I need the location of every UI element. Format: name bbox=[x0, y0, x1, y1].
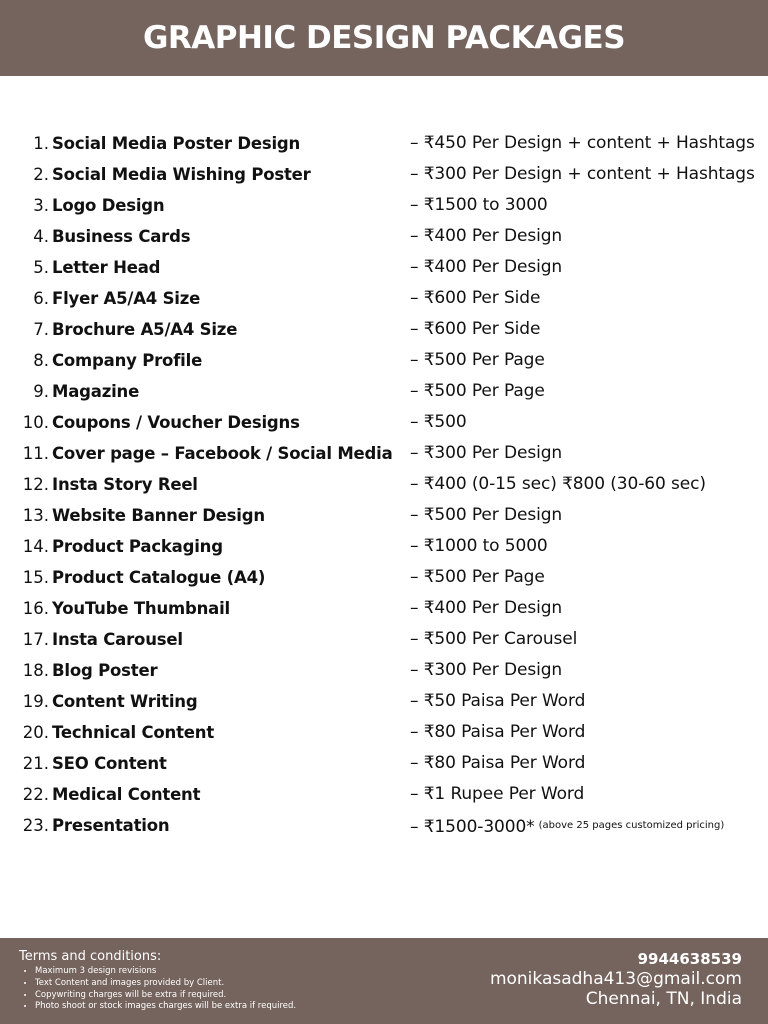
list-item bbox=[0, 345, 768, 376]
item-number: 22. bbox=[22, 785, 49, 804]
item-name: Blog Poster bbox=[52, 661, 158, 680]
item-number: 10. bbox=[22, 413, 49, 432]
item-number: 8. bbox=[33, 351, 49, 370]
item-price-text: – ₹500 Per Page bbox=[410, 350, 545, 370]
list-item bbox=[0, 407, 768, 438]
item-number: 2. bbox=[33, 165, 49, 184]
item-name: Cover page – Facebook / Social Media bbox=[52, 444, 393, 463]
item-price bbox=[410, 655, 562, 686]
item-price bbox=[410, 624, 577, 655]
item-price bbox=[410, 376, 545, 407]
item-price-text: – ₹400 Per Design bbox=[410, 598, 563, 618]
item-price bbox=[410, 190, 548, 221]
item-price-text: – ₹50 Paisa Per Word bbox=[410, 691, 586, 711]
item-price-text: – ₹500 Per Carousel bbox=[410, 629, 578, 649]
item-price-text: – ₹400 Per Design bbox=[410, 257, 563, 277]
item-price bbox=[410, 407, 467, 438]
list-item bbox=[0, 779, 768, 810]
item-name: Insta Carousel bbox=[52, 630, 183, 649]
contact-email[interactable]: monikasadha413@gmail.com bbox=[489, 969, 742, 989]
list-item bbox=[0, 252, 768, 283]
item-price bbox=[410, 593, 562, 624]
item-price bbox=[410, 221, 562, 252]
item-price-text: – ₹450 Per Design + content + Hashtags bbox=[410, 133, 755, 153]
item-number: 7. bbox=[33, 320, 49, 339]
item-number: 9. bbox=[33, 382, 49, 401]
item-name: Brochure A5/A4 Size bbox=[52, 320, 238, 339]
item-price-text: – ₹500 bbox=[410, 412, 467, 432]
item-price-text: – ₹1500 to 3000 bbox=[410, 195, 548, 215]
item-price-text: – ₹80 Paisa Per Word bbox=[410, 722, 586, 742]
item-name: SEO Content bbox=[52, 754, 167, 773]
item-price-text: – ₹500 Per Design bbox=[410, 505, 563, 525]
item-number: 17. bbox=[22, 630, 49, 649]
item-name: Letter Head bbox=[52, 258, 161, 277]
item-name: Product Packaging bbox=[52, 537, 223, 556]
item-name: Content Writing bbox=[52, 692, 198, 711]
item-number: 14. bbox=[22, 537, 49, 556]
item-number: 21. bbox=[22, 754, 49, 773]
item-price-text: – ₹400 (0-15 sec) ₹800 (30-60 sec) bbox=[410, 474, 706, 494]
list-item bbox=[0, 283, 768, 314]
terms-title: Terms and conditions: bbox=[19, 949, 162, 964]
item-number: 23. bbox=[22, 816, 49, 835]
item-price-note: (above 25 pages customized pricing) bbox=[538, 820, 725, 831]
item-name: Insta Story Reel bbox=[52, 475, 198, 494]
item-name: Social Media Poster Design bbox=[52, 134, 301, 153]
list-item bbox=[0, 438, 768, 469]
item-price-text: – ₹600 Per Side bbox=[410, 319, 541, 339]
item-price bbox=[410, 717, 585, 748]
contact-phone[interactable]: 9944638539 bbox=[637, 950, 742, 968]
item-name: Product Catalogue (A4) bbox=[52, 568, 266, 587]
list-item bbox=[0, 190, 768, 221]
item-price bbox=[410, 252, 562, 283]
item-number: 19. bbox=[22, 692, 49, 711]
item-price bbox=[410, 531, 548, 562]
list-item bbox=[0, 717, 768, 748]
item-name: Business Cards bbox=[52, 227, 191, 246]
list-item bbox=[0, 593, 768, 624]
item-number: 18. bbox=[22, 661, 49, 680]
item-number: 20. bbox=[22, 723, 49, 742]
item-price-text: – ₹600 Per Side bbox=[410, 288, 541, 308]
item-price-text: – ₹1500-3000* bbox=[410, 817, 535, 837]
item-name: Technical Content bbox=[52, 723, 215, 742]
item-price bbox=[410, 779, 584, 810]
list-item bbox=[0, 221, 768, 252]
contact-location: Chennai, TN, India bbox=[585, 989, 742, 1009]
item-number: 4. bbox=[33, 227, 49, 246]
terms-section bbox=[19, 949, 296, 1013]
list-item bbox=[0, 810, 768, 841]
list-item bbox=[0, 314, 768, 345]
item-price bbox=[410, 500, 562, 531]
item-number: 13. bbox=[22, 506, 49, 525]
package-list bbox=[0, 128, 768, 841]
item-price bbox=[410, 562, 545, 593]
item-price-text: – ₹80 Paisa Per Word bbox=[410, 753, 586, 773]
item-price-text: – ₹300 Per Design bbox=[410, 660, 563, 680]
item-name: Social Media Wishing Poster bbox=[52, 165, 311, 184]
item-price bbox=[410, 283, 540, 314]
item-number: 11. bbox=[22, 444, 49, 463]
item-price bbox=[410, 159, 755, 190]
terms-item: • Maximum 3 design revisions bbox=[35, 966, 296, 978]
item-price-text: – ₹1000 to 5000 bbox=[410, 536, 548, 556]
item-name: YouTube Thumbnail bbox=[52, 599, 230, 618]
item-price-text: – ₹300 Per Design bbox=[410, 443, 563, 463]
item-name: Coupons / Voucher Designs bbox=[52, 413, 300, 432]
item-price bbox=[410, 345, 545, 376]
item-price-text: – ₹400 Per Design bbox=[410, 226, 563, 246]
item-price-text: – ₹300 Per Design + content + Hashtags bbox=[410, 164, 755, 184]
header-banner bbox=[0, 0, 768, 76]
list-item bbox=[0, 159, 768, 190]
item-number: 3. bbox=[33, 196, 49, 215]
item-name: Website Banner Design bbox=[52, 506, 265, 525]
item-name: Medical Content bbox=[52, 785, 201, 804]
item-price-text: – ₹500 Per Page bbox=[410, 567, 545, 587]
list-item bbox=[0, 655, 768, 686]
contact-block bbox=[490, 949, 742, 1009]
terms-item: • Photo shoot or stock images charges will be extra if required. bbox=[35, 1001, 296, 1013]
item-number: 1. bbox=[33, 134, 49, 153]
item-number: 16. bbox=[22, 599, 49, 618]
footer-banner bbox=[0, 938, 768, 1024]
item-price bbox=[410, 314, 540, 345]
item-price bbox=[410, 438, 562, 469]
page-title: GRAPHIC DESIGN PACKAGES bbox=[142, 20, 626, 56]
item-number: 6. bbox=[33, 289, 49, 308]
list-item bbox=[0, 686, 768, 717]
item-price bbox=[410, 748, 585, 779]
item-name: Company Profile bbox=[52, 351, 203, 370]
list-item bbox=[0, 531, 768, 562]
item-price bbox=[410, 128, 755, 159]
item-name: Logo Design bbox=[52, 196, 165, 215]
terms-list bbox=[19, 966, 296, 1013]
list-item bbox=[0, 562, 768, 593]
terms-item: • Text Content and images provided by Client. bbox=[35, 978, 296, 990]
list-item bbox=[0, 376, 768, 407]
list-item bbox=[0, 500, 768, 531]
item-number: 15. bbox=[22, 568, 49, 587]
item-name: Flyer A5/A4 Size bbox=[52, 289, 201, 308]
item-number: 5. bbox=[33, 258, 49, 277]
item-name: Magazine bbox=[52, 382, 140, 401]
item-price-text: – ₹500 Per Page bbox=[410, 381, 545, 401]
list-item bbox=[0, 128, 768, 159]
item-name: Presentation bbox=[52, 816, 170, 835]
item-price bbox=[410, 469, 706, 500]
list-item bbox=[0, 469, 768, 500]
item-price bbox=[410, 810, 724, 843]
item-price-text: – ₹1 Rupee Per Word bbox=[410, 784, 585, 804]
item-price bbox=[410, 686, 585, 717]
terms-item: • Copywriting charges will be extra if required. bbox=[35, 990, 296, 1002]
list-item bbox=[0, 748, 768, 779]
list-item bbox=[0, 624, 768, 655]
item-number: 12. bbox=[22, 475, 49, 494]
